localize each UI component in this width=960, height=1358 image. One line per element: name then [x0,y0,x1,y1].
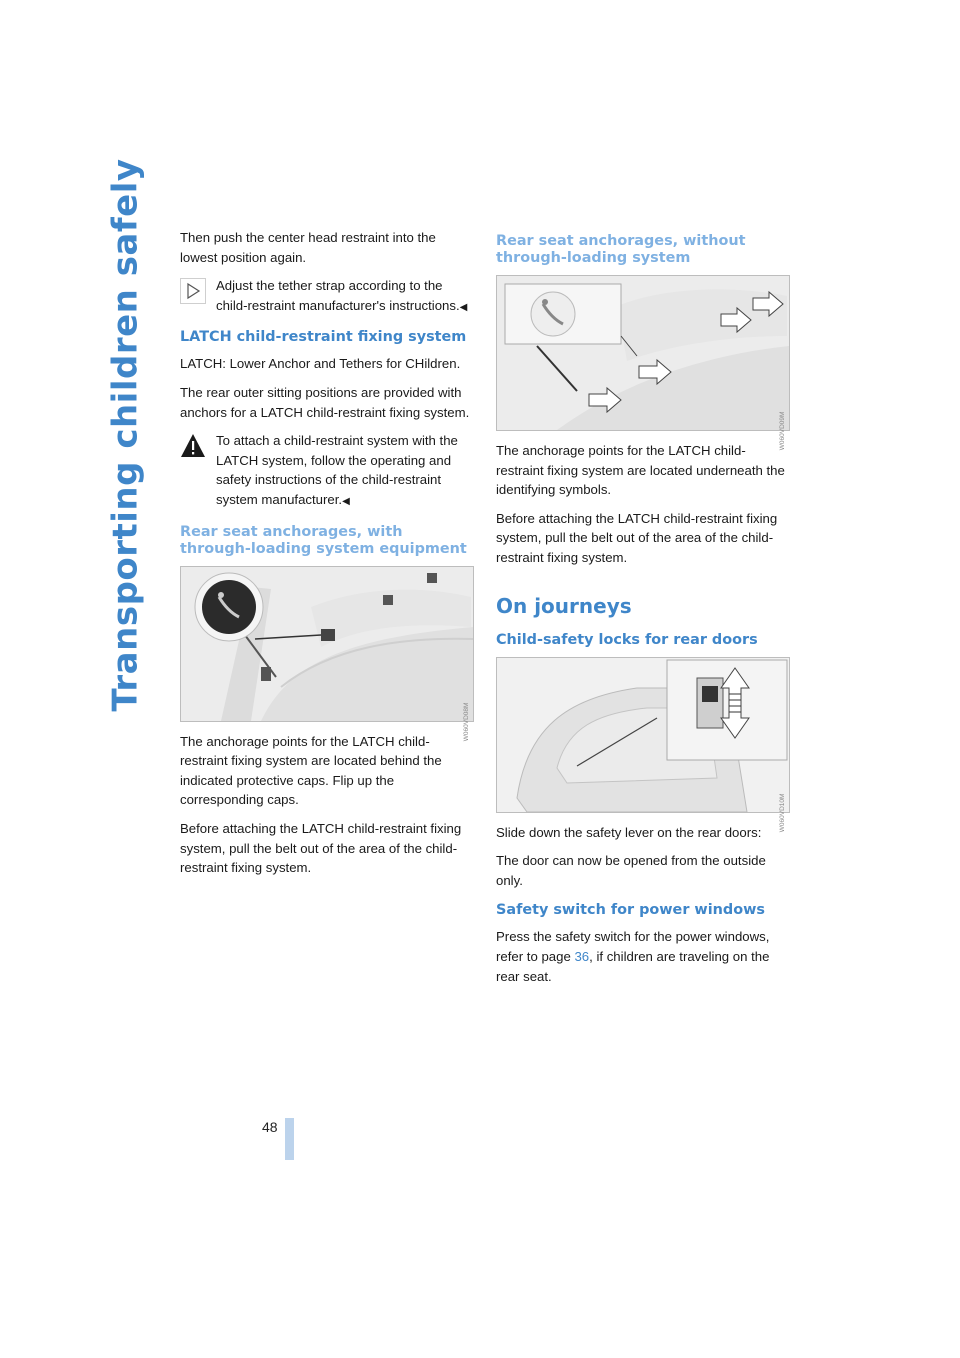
page-number-bar [285,1118,294,1160]
paragraph: The anchorage points for the LATCH child-restraint fixing system are located behind the indicated protective caps. Flip up the corresponding caps. [180,733,442,808]
note-triangle-icon [180,278,206,304]
section-sidebar-title [96,158,156,712]
figure-code: W060VD10M [779,793,787,833]
paragraph: The anchorage points for the LATCH child-restraint fixing system are located underneath the identifying symbols. [496,443,785,498]
note-box [180,276,472,317]
heading-latch: LATCH child-restraint fixing system [180,329,467,346]
paragraph: LATCH: Lower Anchor and Tethers for CHildren. [180,356,461,372]
paragraph: The door can now be opened from the outside only. [496,853,766,888]
page-number: 48 [262,1119,278,1135]
paragraph: Before attaching the LATCH child-restraint fixing system, pull the belt out of the area of the child-restraint fixing system. [496,510,778,565]
warning-triangle-icon [180,433,206,459]
sidebar-title-text: Transporting children safely [106,158,146,712]
heading-child-safety-locks: Child-safety locks for rear doors [496,631,758,648]
text-span: , if children are traveling on the rear seat. [496,948,770,984]
end-mark-icon: ◀ [459,301,468,313]
paragraph: Slide down the safety lever on the rear doors: [496,824,762,840]
paragraph: Then push the center head restraint into the lowest position again. [180,230,436,265]
end-mark-icon: ◀ [342,495,350,507]
left-column [180,228,472,887]
figure-rear-seat-symbols [496,275,790,451]
figure-code: W060VD08M [463,702,471,742]
note-text: Adjust the tether strap according to the child-restraint manufacturer's instructions. [216,278,460,313]
rear-seat-illustration [181,567,473,721]
paragraph: Before attaching the LATCH child-restraint fixing system, pull the belt out of the area of the child-restraint fixing system. [180,820,462,876]
heading-on-journeys: On journeys [496,593,632,618]
heading-without-through-loading: Rear seat anchorages, without through-loading system [496,233,746,266]
heading-safety-switch: Safety switch for power windows [496,902,765,919]
rear-door-illustration [497,658,789,812]
warning-box [180,431,472,511]
paragraph: The rear outer sitting positions are provided with anchors for a LATCH child-restraint fixing system. [180,384,470,420]
figure-rear-seat-through-loading [180,566,474,742]
heading-with-through-loading: Rear seat anchorages, with through-loading system equipment [180,523,467,557]
paragraph-safety-switch [496,927,788,986]
page-reference-link[interactable]: 36 [574,948,590,964]
figure-code: W060VD09M [779,412,787,451]
rear-seat-symbols-illustration [497,276,789,430]
warning-text: To attach a child-restraint system with the LATCH system, follow the operating and safety instructions of the child-restraint system manufacturer. [216,433,458,507]
text-span: Press the safety switch for the power windows, refer to page [496,929,770,964]
right-column [496,228,788,995]
